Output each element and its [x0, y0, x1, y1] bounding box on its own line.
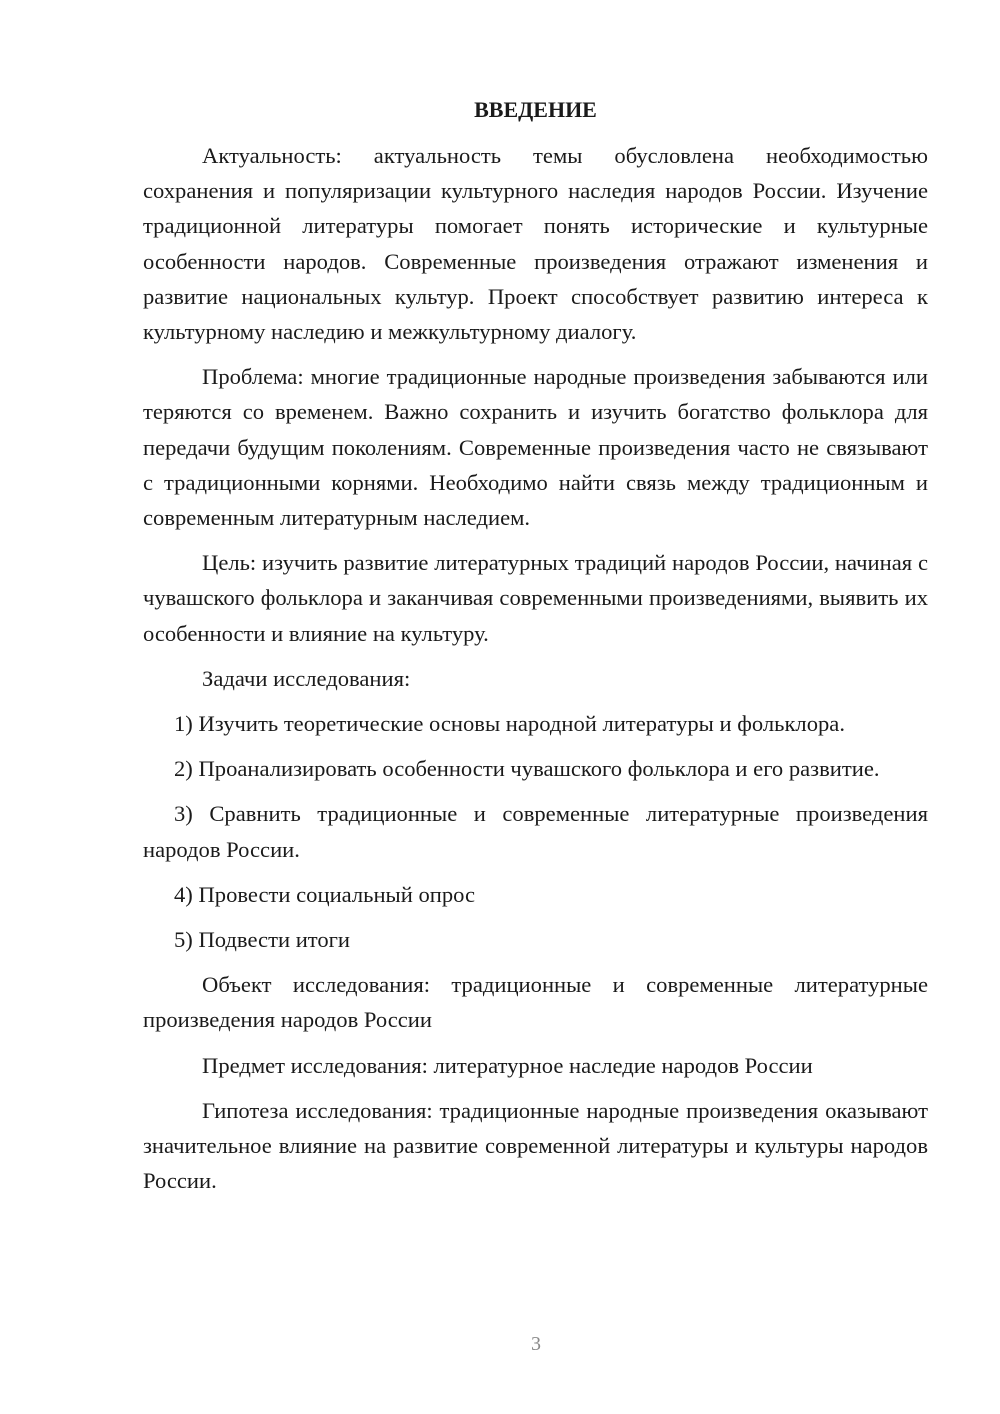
page-number: 3 — [531, 1333, 541, 1355]
task-item: 4) Провести социальный опрос — [174, 881, 476, 907]
relevance-paragraph: Актуальность: актуальность темы обусловлена необходимостью сохранения и популяризации культурного наследия народов России. Изучение традиционной литературы помогает понять исторические и культурные особенности народов. Современные произведения отражают изменения и развитие национальных культур. Проект способствует развитию интереса к культурному наследию и межкультурному диалогу. — [143, 143, 928, 345]
task-item: 2) Проанализировать особенности чувашского фольклора и его развитие. — [174, 756, 880, 782]
task-item: 3) Сравнить традиционные и современные литературные произведения народов России. — [143, 801, 928, 862]
page-content — [143, 92, 928, 1208]
task-item: 5) Подвести итоги — [174, 927, 351, 953]
section-title: ВВЕДЕНИЕ — [474, 97, 597, 122]
subject-paragraph: Предмет исследования: литературное наследие народов России — [202, 1052, 813, 1078]
hypothesis-paragraph: Гипотеза исследования: традиционные народные произведения оказывают значительное влияние на развитие современной литературы и культуры народов России. — [143, 1097, 928, 1194]
task-item: 1) Изучить теоретические основы народной литературы и фольклора. — [174, 711, 845, 737]
object-paragraph: Объект исследования: традиционные и современные литературные произведения народов России — [143, 972, 928, 1033]
problem-paragraph: Проблема: многие традиционные народные произведения забываются или теряются со временем. Важно сохранить и изучить богатство фольклора для передачи будущим поколениям. Современные произведения часто не связывают с традиционными корнями. Необходимо найти связь между традиционным и современным литературным наследием. — [143, 364, 928, 531]
tasks-heading: Задачи исследования: — [202, 665, 411, 691]
goal-paragraph: Цель: изучить развитие литературных традиций народов России, начиная с чувашского фольклора и заканчивая современными произведениями, выявить их особенности и влияние на культуру. — [143, 550, 928, 646]
